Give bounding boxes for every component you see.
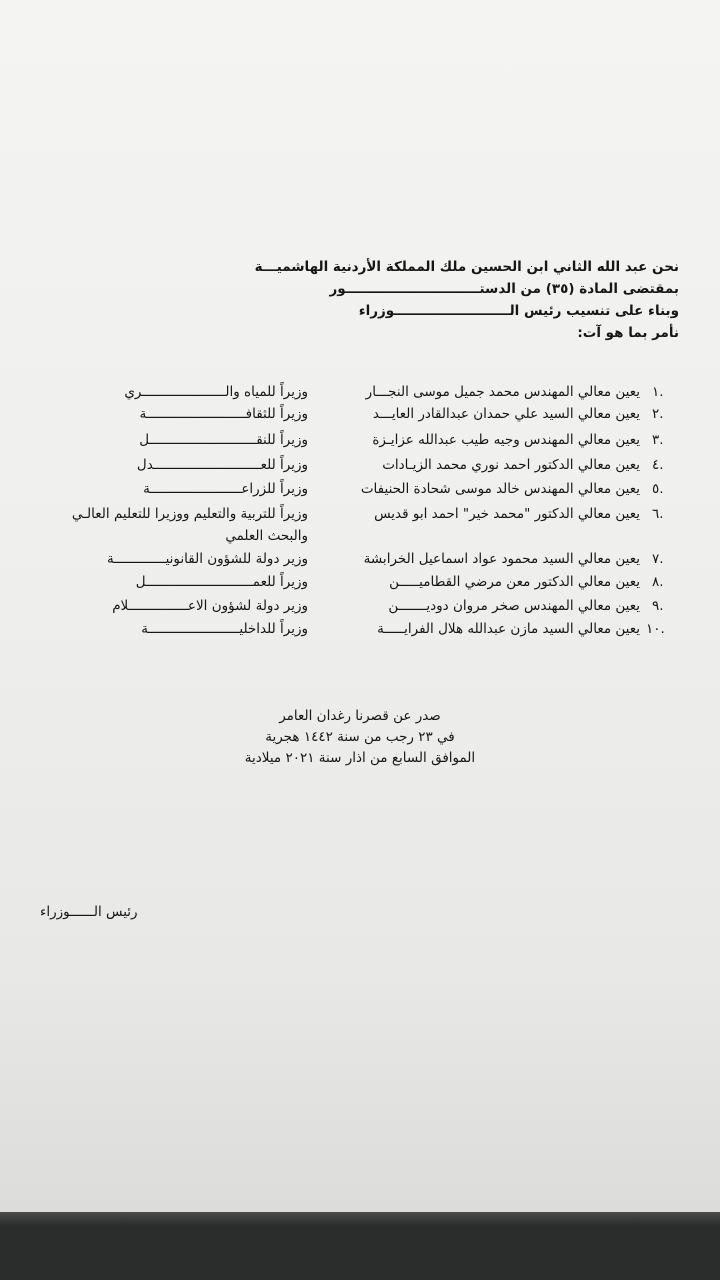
appointee-name: يعين معالي السيد مازن عبدالله هلال الفرايـــــة (377, 621, 640, 637)
item-number: ١. (652, 384, 664, 400)
appointee-name: يعين معالي السيد علي حمدان عبدالقادر العايـــد (372, 406, 640, 422)
ministry-post: وزيراً للعمـــــــــــــــــــــــــــل (135, 574, 308, 590)
ministry-post: وزيراً للداخليـــــــــــــــــــــــة (141, 621, 308, 637)
item-number: ٦. (652, 506, 664, 522)
item-number: ٢. (652, 406, 664, 422)
ministry-post: وزيراً للعـــــــــــــــــــــــــــدل (136, 457, 308, 473)
issued-gregorian-date: الموافق السابع من اذار سنة ٢٠٢١ ميلادية (244, 750, 476, 766)
item-number: ٩. (652, 598, 664, 614)
ministry-post: وزير دولة للشؤون القانونيـــــــــــــة (106, 551, 308, 567)
page-edge (0, 1212, 720, 1226)
item-number: ١٠. (646, 621, 665, 637)
item-number: ٥. (652, 481, 664, 497)
item-number: ٨. (652, 574, 664, 590)
ministry-post: وزيراً للنقـــــــــــــــــــــــــــل (139, 432, 308, 448)
preamble-line-1: نحن عبد الله الثاني ابن الحسين ملك المملكة الأردنية الهاشميـــة (254, 259, 679, 275)
appointee-name: يعين معالي المهندس صخر مروان دوديـــــــن (388, 598, 640, 614)
appointee-name: يعين معالي الدكتور معن مرضي القطاميـــــن (389, 574, 640, 590)
appointee-name: يعين معالي المهندس وجيه طيب عبدالله عزايـزة (372, 432, 640, 448)
ministry-post: وزيراً للزراعـــــــــــــــــــــــة (143, 481, 308, 497)
appointee-name: يعين معالي المهندس خالد موسى شحادة الحنيفات (360, 481, 640, 497)
item-number: ٣. (652, 432, 664, 448)
ministry-post: وزيراً للمياه والـــــــــــــــــــــري (124, 384, 308, 400)
signature-title: رئيس الــــــوزراء (40, 904, 138, 920)
ministry-post-continued: والبحث العلمي (225, 528, 308, 544)
appointee-name: يعين معالي السيد محمود عواد اسماعيل الخرابشة (363, 551, 640, 567)
appointee-name: يعين معالي الدكتور احمد نوري محمد الزيـادات (382, 457, 640, 473)
issued-hijri-date: في ٢٣ رجب من سنة ١٤٤٢ هجرية (265, 729, 455, 745)
ministry-post: وزيراً للثقافـــــــــــــــــــــــــة (139, 406, 308, 422)
appointee-name: يعين معالي الدكتور "محمد خير" احمد ابو قديس (374, 506, 640, 522)
preamble-line-2: بمقتضى المادة (٣٥) من الدستـــــــــــــــــــــــــــــور (329, 281, 679, 297)
preamble-line-4: نأمر بما هو آت: (577, 325, 679, 341)
item-number: ٤. (652, 457, 664, 473)
issued-place: صدر عن قصرنا رغدان العامر (279, 708, 441, 724)
preamble-line-3: وبناء على تنسيب رئيس الـــــــــــــــــــــــــوزراء (358, 303, 679, 319)
ministry-post: وزيراً للتربية والتعليم ووزيرا للتعليم العالـي (71, 506, 308, 522)
appointee-name: يعين معالي المهندس محمد جميل موسى النجـــار (365, 384, 640, 400)
item-number: ٧. (652, 551, 664, 567)
ministry-post: وزير دولة لشؤون الاعـــــــــــــــلام (112, 598, 308, 614)
